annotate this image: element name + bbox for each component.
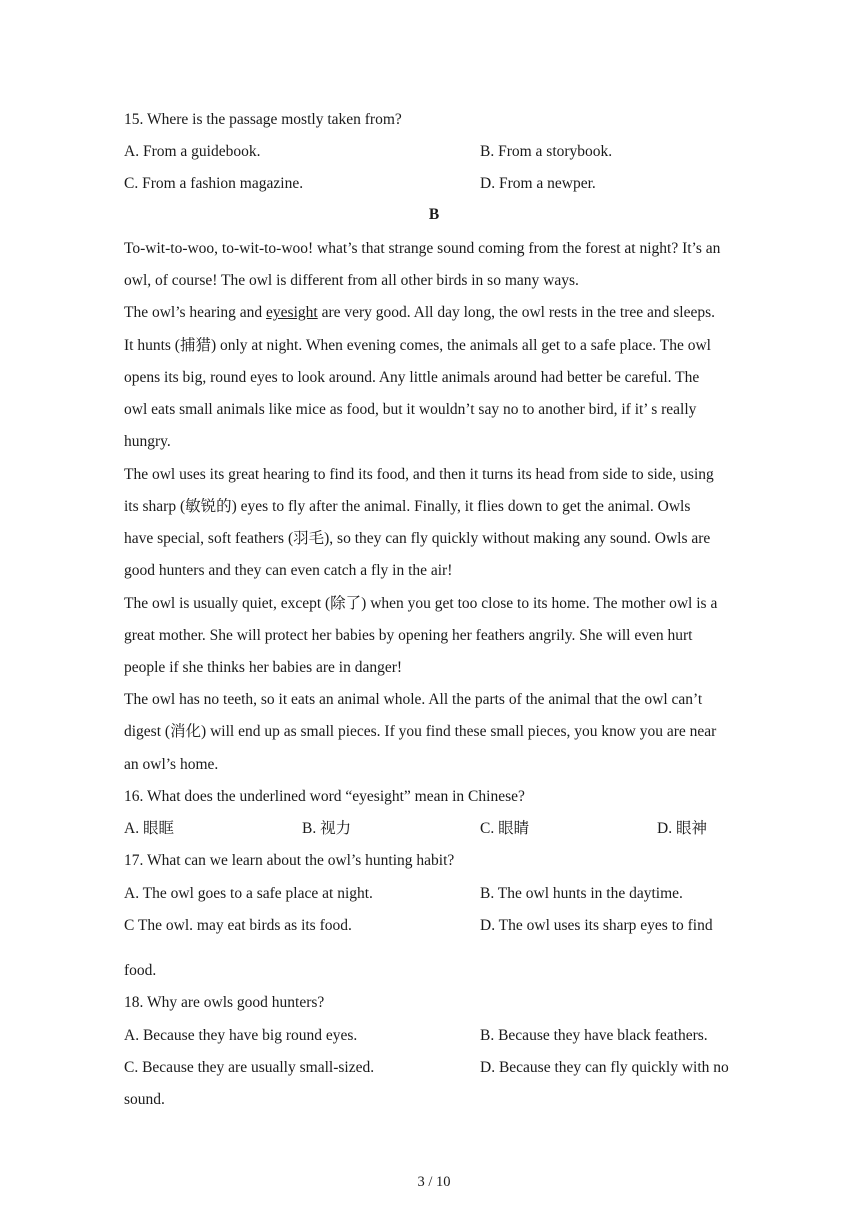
passage-line: owl, of course! The owl is different from all other birds in so many ways. <box>124 272 579 289</box>
underlined-word: eyesight <box>266 304 318 321</box>
q18-option-b: B. Because they have black feathers. <box>480 1027 708 1044</box>
q16-option-b: B. 视力 <box>302 820 352 837</box>
passage-line: opens its big, round eyes to look around. Any little animals around had better be careful. The <box>124 369 700 386</box>
passage-line: have special, soft feathers (羽毛), so they can fly quickly without making any sound. Owls are <box>124 530 711 547</box>
q16-stem: 16. What does the underlined word “eyesight” mean in Chinese? <box>124 788 525 805</box>
passage-line: people if she thinks her babies are in danger! <box>124 659 403 676</box>
q18-stem: 18. Why are owls good hunters? <box>124 994 325 1011</box>
q18-option-a: A. Because they have big round eyes. <box>124 1027 358 1044</box>
passage-line <box>124 303 715 323</box>
passage-line: owl eats small animals like mice as food, but it wouldn’t say no to another bird, if it’ s really <box>124 401 697 418</box>
passage-line: To-wit-to-woo, to-wit-to-woo! what’s that strange sound coming from the forest at night? It’s an <box>124 240 721 257</box>
page-number: 3 / 10 <box>417 1174 451 1190</box>
q17-option-d: D. The owl uses its sharp eyes to find <box>480 917 713 934</box>
q18-option-d-continued: sound. <box>124 1091 165 1108</box>
q15-option-b: B. From a storybook. <box>480 143 613 160</box>
passage-line: good hunters and they can even catch a fly in the air! <box>124 562 453 579</box>
q17-option-b: B. The owl hunts in the daytime. <box>480 885 683 902</box>
passage-line: The owl uses its great hearing to find its food, and then it turns its head from side to side, using <box>124 466 714 483</box>
q17-stem: 17. What can we learn about the owl’s hunting habit? <box>124 852 455 869</box>
q16-option-a: A. 眼眶 <box>124 820 174 837</box>
q18-option-c: C. Because they are usually small-sized. <box>124 1059 375 1076</box>
passage-line: great mother. She will protect her babies by opening her feathers angrily. She will even hurt <box>124 627 693 644</box>
q17-option-a: A. The owl goes to a safe place at night. <box>124 885 373 902</box>
passage-text: are very good. All day long, the owl rests in the tree and sleeps. <box>317 304 716 321</box>
q15-option-c: C. From a fashion magazine. <box>124 175 304 192</box>
passage-line: an owl’s home. <box>124 756 219 773</box>
passage-line: its sharp (敏锐的) eyes to fly after the animal. Finally, it flies down to get the animal. Owls <box>124 498 691 515</box>
section-title: B <box>428 206 440 223</box>
q17-option-d-continued: food. <box>124 962 157 979</box>
q17-option-c: C The owl. may eat birds as its food. <box>124 917 352 934</box>
q15-option-d: D. From a newper. <box>480 175 596 192</box>
q18-option-d: D. Because they can fly quickly with no <box>480 1059 729 1076</box>
passage-line: hungry. <box>124 433 171 450</box>
q15-option-a: A. From a guidebook. <box>124 143 261 160</box>
q16-option-c: C. 眼睛 <box>480 820 530 837</box>
passage-text: The owl’s hearing and <box>124 304 267 321</box>
q15-stem: 15. Where is the passage mostly taken from? <box>124 111 402 128</box>
passage-line: digest (消化) will end up as small pieces. If you find these small pieces, you know you are near <box>124 723 717 740</box>
passage-line: The owl is usually quiet, except (除了) when you get too close to its home. The mother owl is a <box>124 595 718 612</box>
passage-line: It hunts (捕猎) only at night. When evening comes, the animals all get to a safe place. The owl <box>124 337 711 354</box>
passage-line: The owl has no teeth, so it eats an animal whole. All the parts of the animal that the owl can’t <box>124 691 703 708</box>
q16-option-d: D. 眼神 <box>657 820 707 837</box>
